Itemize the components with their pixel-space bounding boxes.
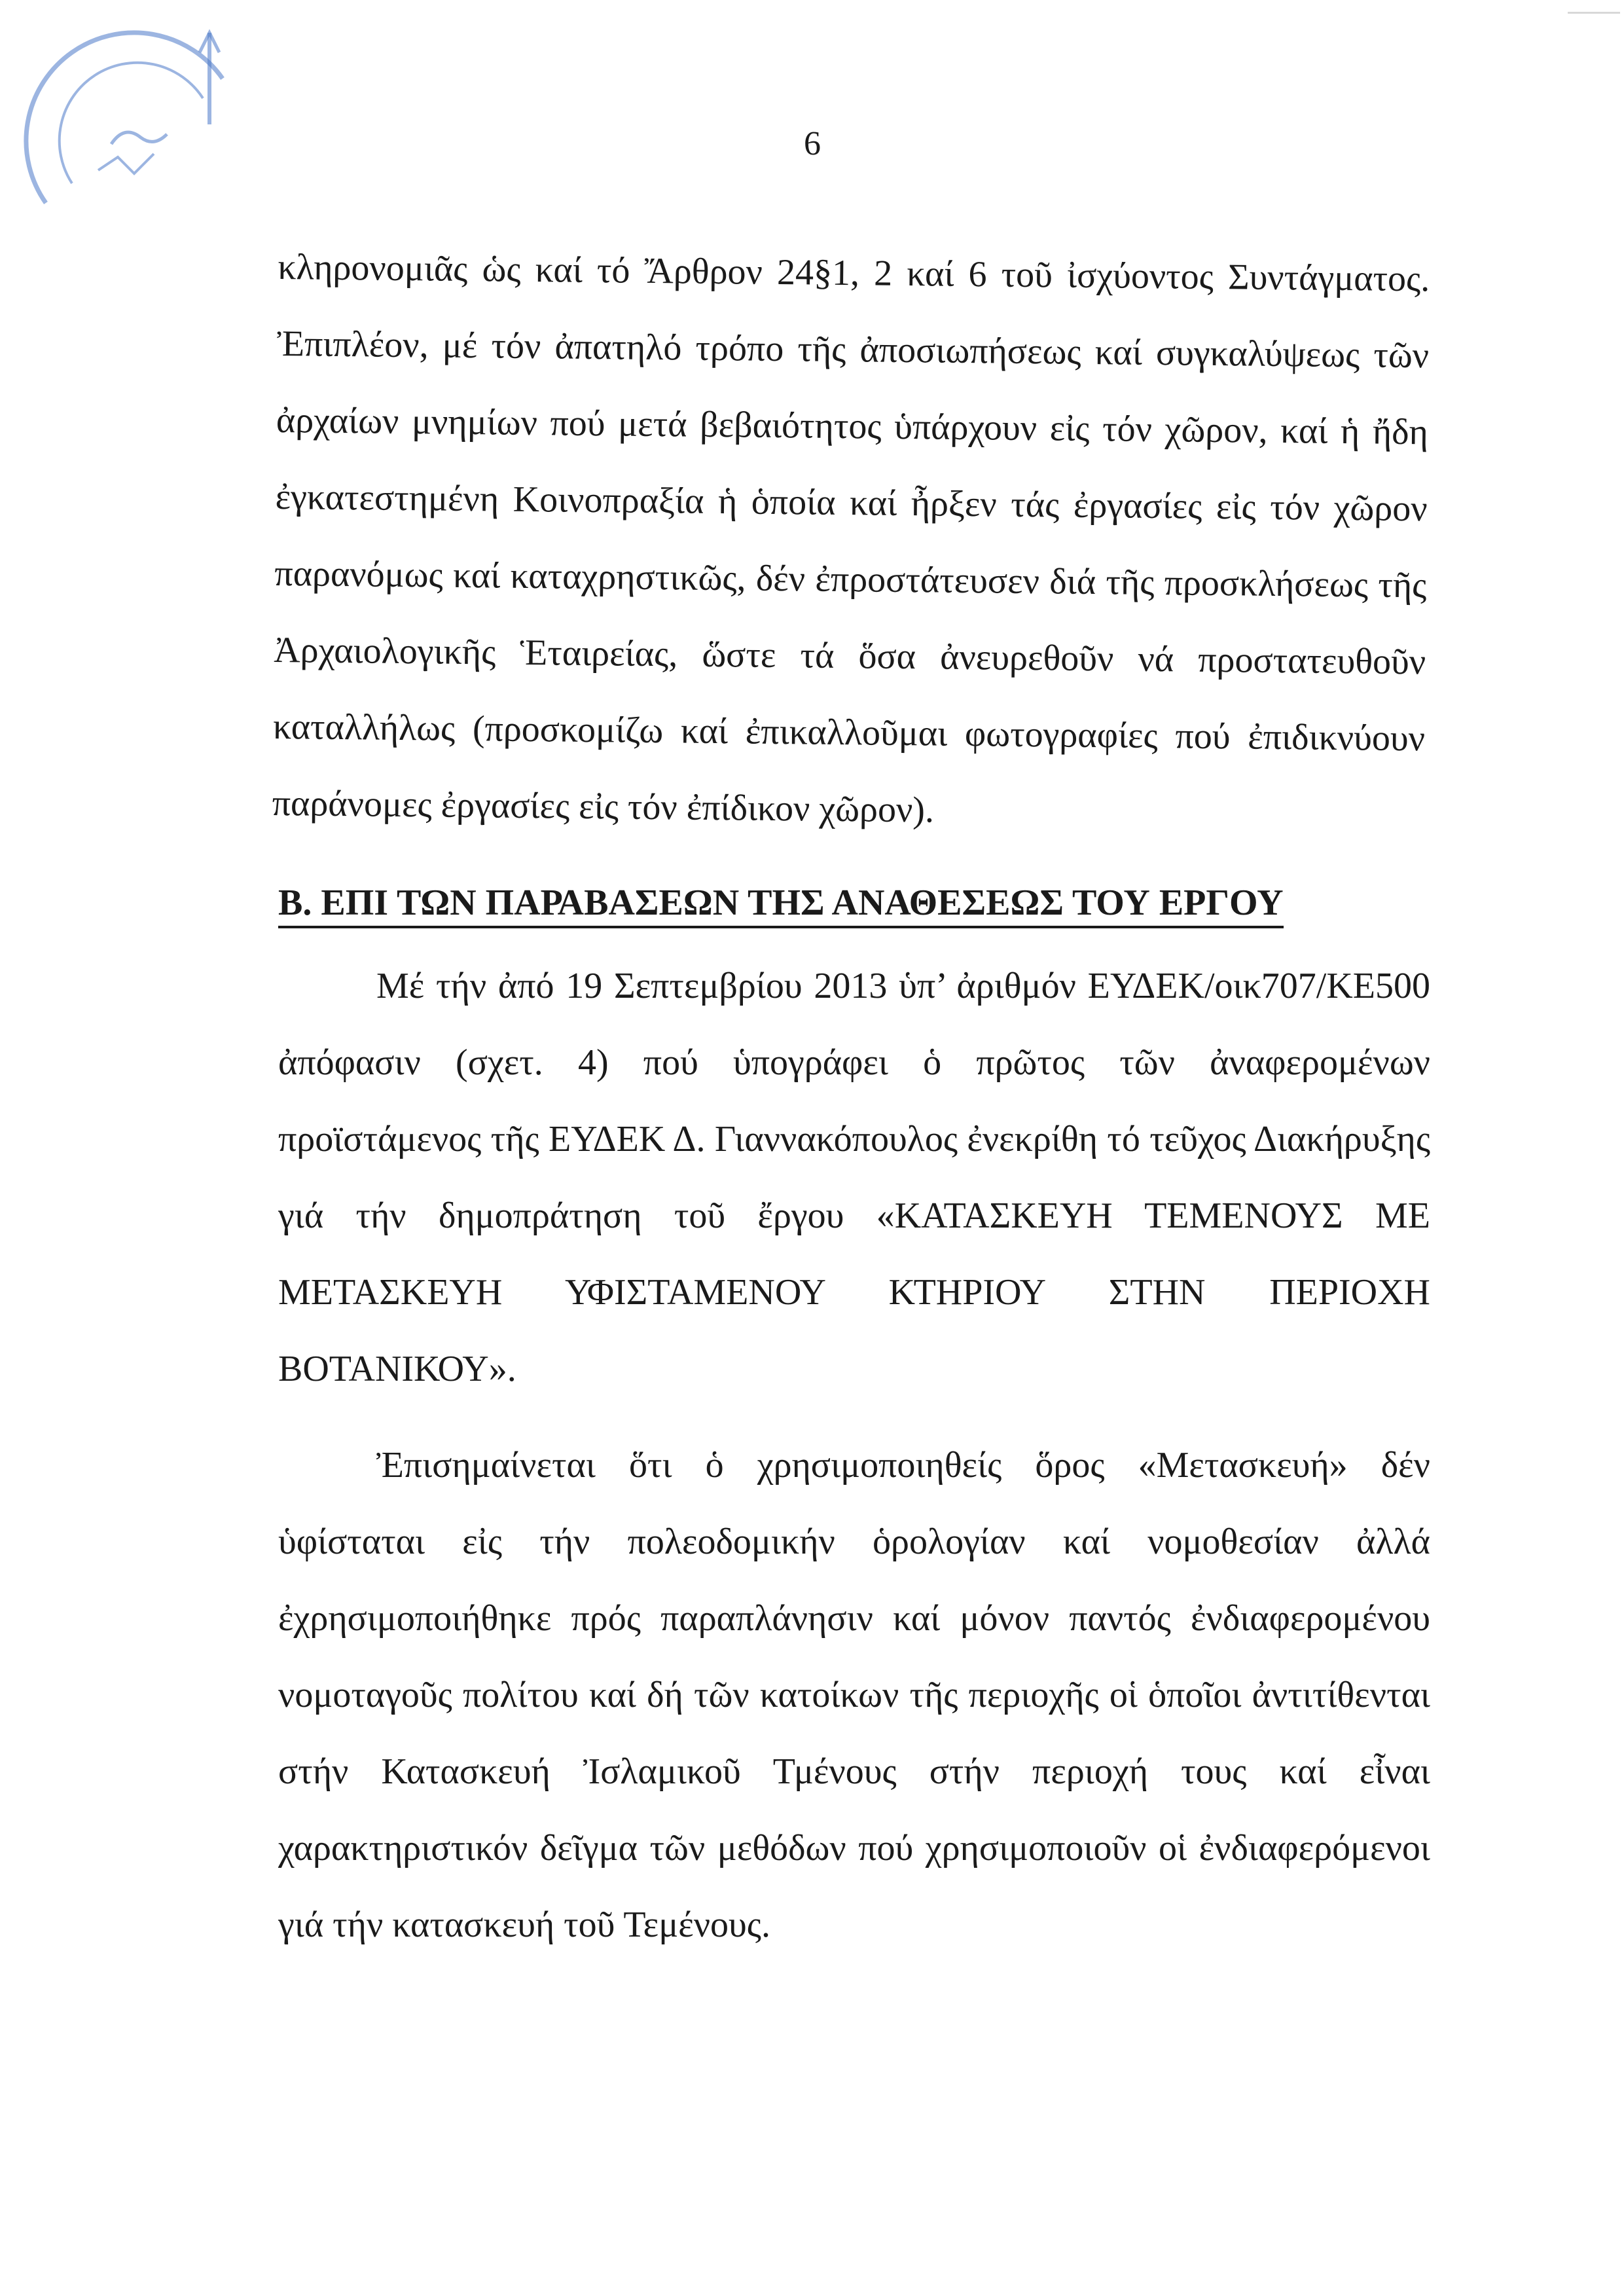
paragraph-2: Μέ τήν ἀπό 19 Σεπτεμβρίου 2013 ὑπ’ ἀριθμόν ΕΥΔΕΚ/οικ707/ΚΕ500 ἀπόφασιν (σχετ. 4) πού ὑπογράφει ὁ πρῶτος τῶν ἀναφερομένων προϊστάμενος τῆς ΕΥΔΕΚ Δ. Γιαννακόπουλος ἐνεκρίθη τό τεῦχος Διακήρυξης γιά τήν δημοπράτηση τοῦ ἔργου «ΚΑΤΑΣΚΕΥΗ ΤΕΜΕΝΟΥΣ ΜΕ ΜΕΤΑΣΚΕΥΗ ΥΦΙΣΤΑΜΕΝΟΥ ΚΤΗΡΙΟΥ ΣΤΗΝ ΠΕΡΙΟΧΗ ΒΟΤΑΝΙΚΟΥ».	[278, 966, 1430, 1389]
round-stamp-icon	[13, 7, 249, 242]
paragraph-1: κληρονομιᾶς ὡς καί τό Ἄρθρον 24§1, 2 καί 6 τοῦ ἰσχύοντος Συντάγματος. Ἐπιπλέον, μέ τόν ἀπατηλό τρόπο τῆς ἀποσιωπήσεως καί συγκαλύψεως τῶν ἀρχαίων μνημίων πού μετά βεβαιότητος ὑπάρχουν εἰς τόν χῶρον, καί ἡ ἤδη ἐγκατεστημένη Κοινοπραξία ἡ ὁποία καί ἦρξεν τάς ἐργασίες εἰς τόν χῶρον παρανόμως καί καταχρηστικῶς, δέν ἐπροστάτευσεν διά τῆς προσκλήσεως τῆς Ἀρχαιολογικῆς Ἑταιρείας, ὥστε τά ὅσα ἀνευρεθοῦν νά προστατευθοῦν καταλλήλως (προσκομίζω καί ἐπικαλλοῦμαι φωτογραφίες πού ἐπιδικνύουν παράνομες ἐργασίες εἰς τόν ἐπίδικον χῶρον).	[272, 246, 1430, 831]
scan-edge-mark	[1568, 12, 1620, 23]
section-heading-text: Β. ΕΠΙ ΤΩΝ ΠΑΡΑΒΑΣΕΩΝ ΤΗΣ ΑΝΑΘΕΣΕΩΣ ΤΟΥ ΕΡΓΟΥ	[278, 883, 1284, 928]
paragraph-gap	[278, 1408, 1430, 1427]
section-heading	[278, 867, 1430, 939]
page-number: 6	[804, 125, 821, 162]
paragraph-3: Ἐπισημαίνεται ὅτι ὁ χρησιμοποιηθείς ὅρος «Μετασκευή» δέν ὑφίσταται εἰς τήν πολεοδομικήν ὁρολογίαν καί νομοθεσίαν ἀλλά ἐχρησιμοποιήθηκε πρός παραπλάνησιν καί μόνον παντός ἐνδιαφερομένου νομοταγοῦς πολίτου καί δή τῶν κατοίκων τῆς περιοχῆς οἱ ὁποῖοι ἀντιτίθενται στήν Κατασκευή Ἰσλαμικοῦ Τμένους στήν περιοχή τους καί εἶναι χαρακτηριστικόν δεῖγμα τῶν μεθόδων πού χρησιμοποιοῦν οἱ ἐνδιαφερόμενοι γιά τήν κατασκευή τοῦ Τεμένους.	[278, 1445, 1430, 1945]
document-body	[272, 229, 1430, 1963]
